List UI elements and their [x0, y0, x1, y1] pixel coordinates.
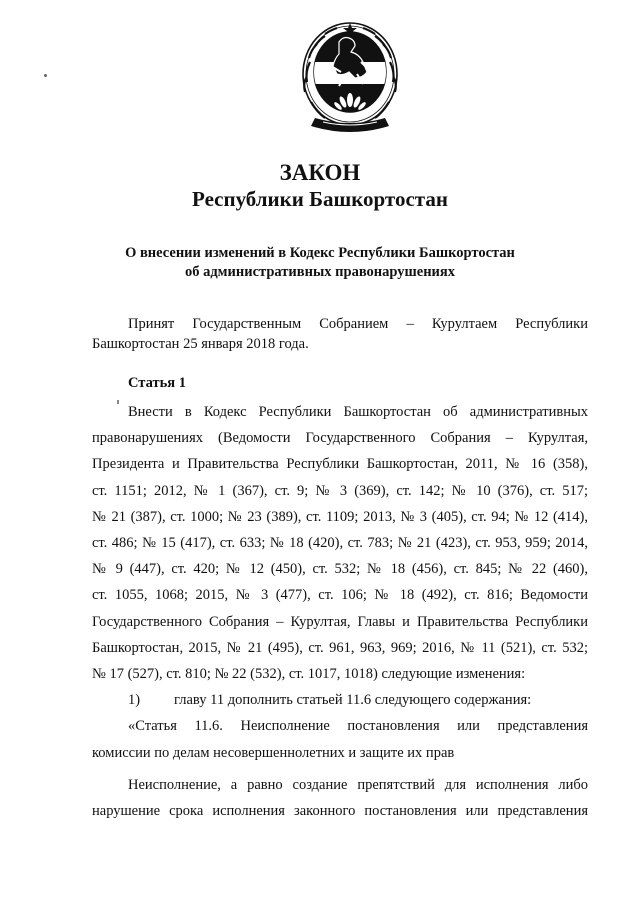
body-line: ст. 1151; 2012, № 1 (367), ст. 9; № 3 (369), ст. 142; № 10 (376), ст. 517;	[92, 482, 588, 499]
coat-of-arms-icon	[301, 22, 399, 140]
list-item-text: главу 11 дополнить статьей 11.6 следующего содержания:	[174, 692, 532, 709]
subtitle-line: О внесении изменений в Кодекс Республики Башкортостан	[125, 245, 515, 261]
document-title-region: Республики Башкортостан	[192, 187, 448, 211]
new-article-title-line: комиссии по делам несовершеннолетних и защите их прав	[92, 744, 455, 761]
body-line: № 9 (447), ст. 420; № 12 (450), ст. 532; № 18 (456), ст. 845; № 22 (460),	[92, 561, 588, 578]
article-body	[92, 399, 588, 824]
document-subtitle	[0, 244, 640, 282]
body-line: № 17 (527), ст. 810; № 22 (532), ст. 1017, 1018) следующие изменения:	[92, 666, 526, 683]
body-line: ст. 1055, 1068; 2015, № 3 (477), ст. 106; № 18 (492), ст. 816; Ведомости	[92, 587, 588, 604]
body-line: ст. 486; № 15 (417), ст. 633; № 18 (420), ст. 783; № 21 (423), ст. 953, 959; 2014,	[92, 535, 588, 552]
body-line: № 21 (387), ст. 1000; № 23 (389), ст. 1109; 2013, № 3 (405), ст. 94; № 12 (414),	[92, 508, 588, 525]
new-article-title-line: «Статья 11.6. Неисполнение постановления или представления	[128, 718, 588, 735]
adoption-note	[92, 314, 588, 354]
adoption-line: Башкортостан 25 января 2018 года.	[92, 336, 309, 352]
list-item-number: 1)	[128, 692, 141, 709]
scan-speck	[44, 74, 47, 77]
document-title: ЗАКОН	[279, 160, 361, 185]
body-line: Государственного Собрания – Курултая, Главы и Правительства Республики	[92, 613, 588, 630]
body-line: Внести в Кодекс Республики Башкортостан об административных	[128, 404, 588, 420]
adoption-line: Принят Государственным Собранием – Курултаем Республики	[128, 316, 588, 332]
list-item	[92, 687, 588, 713]
subtitle-line: об административных правонарушениях	[184, 264, 456, 280]
body-line: Башкортостан, 2015, № 21 (495), ст. 961, 963, 969; 2016, № 11 (521), ст. 532;	[92, 639, 588, 656]
paragraph-line: Неисполнение, а равно создание препятствий для исполнения либо	[128, 776, 588, 793]
article-heading: Статья 1	[128, 375, 186, 391]
body-line: правонарушениях (Ведомости Государственного Собрания – Курултая,	[92, 430, 588, 447]
paragraph-line: нарушение срока исполнения законного постановления или представления	[92, 803, 588, 820]
body-line: Президента и Правительства Республики Башкортостан, 2011, № 16 (358),	[92, 456, 588, 473]
